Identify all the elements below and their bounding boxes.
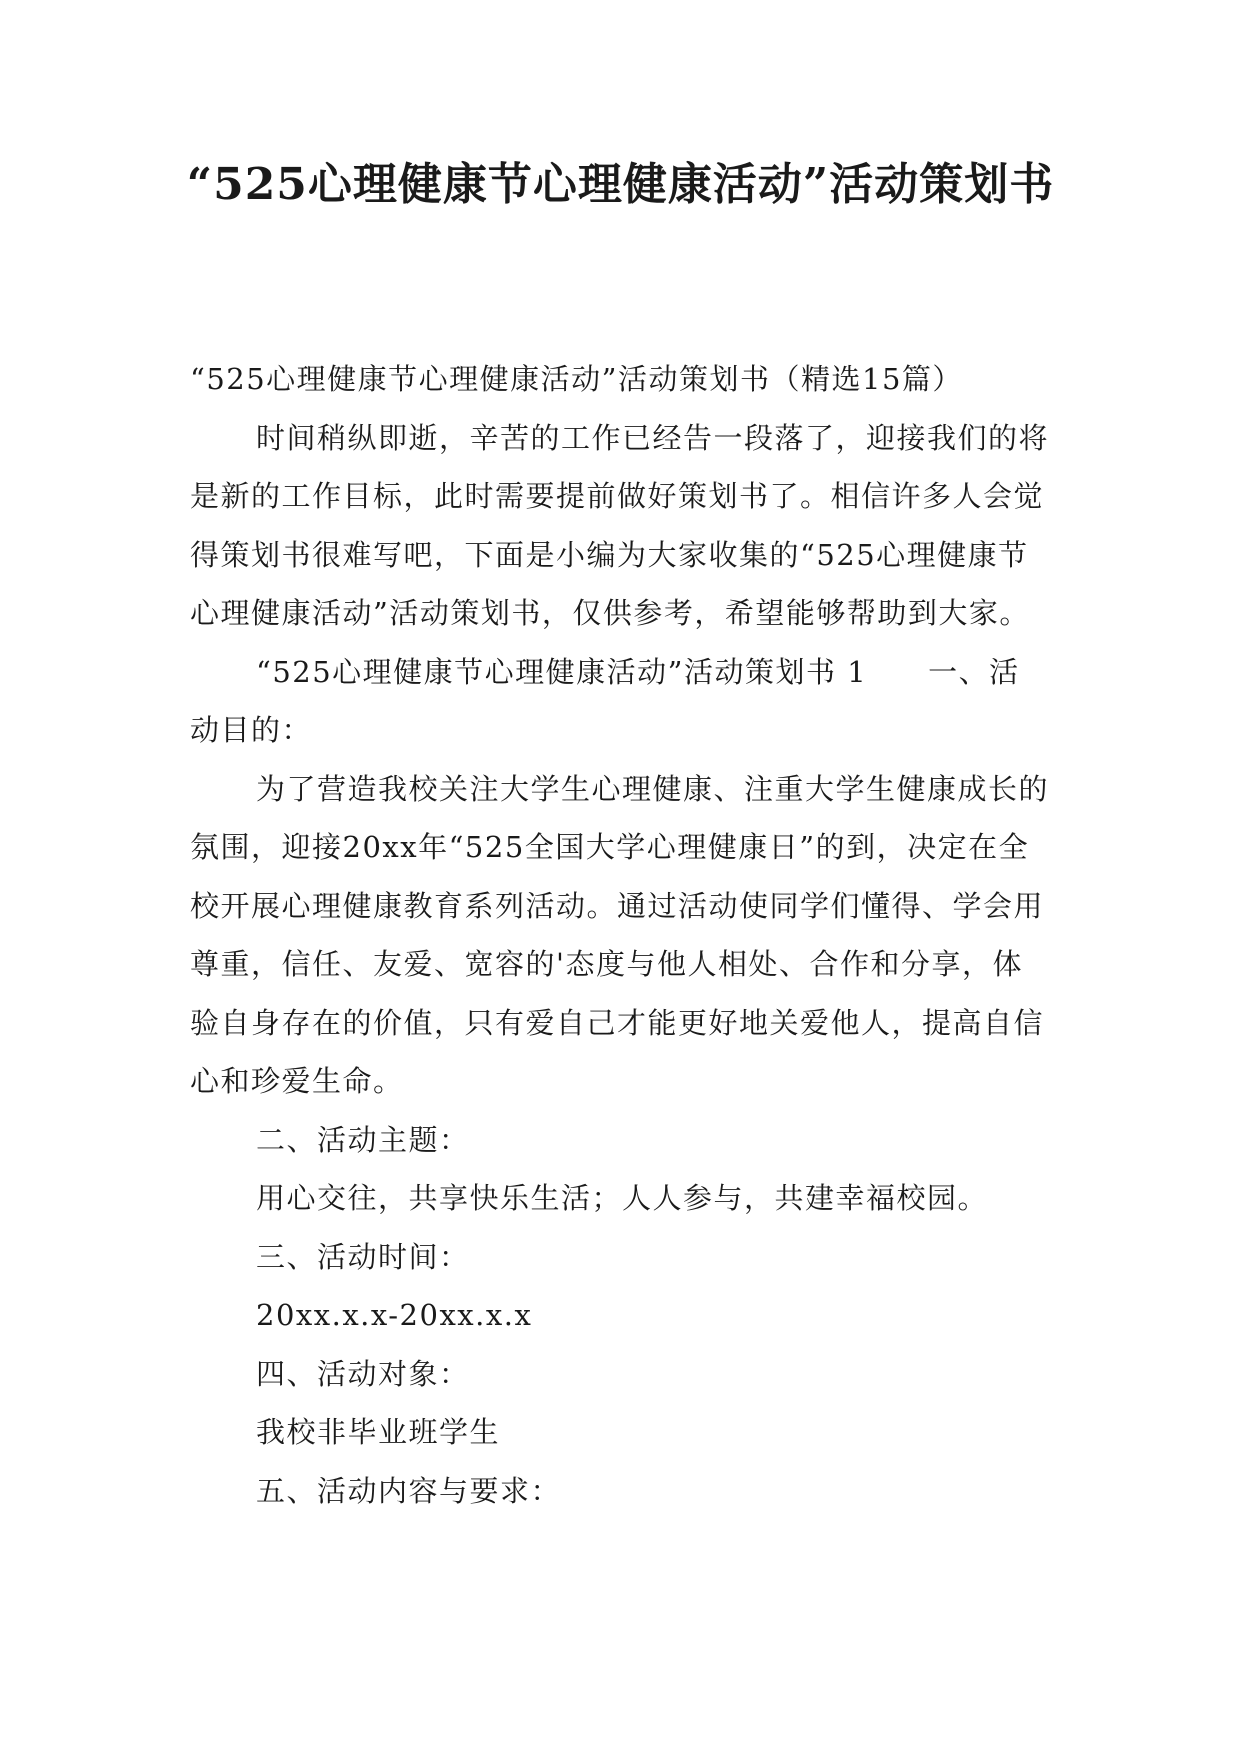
intro-paragraph: 时间稍纵即逝，辛苦的工作已经告一段落了，迎接我们的将是新的工作目标，此时需要提前做好策划书了。相信许多人会觉得策划书很难写吧，下面是小编为大家收集的“525心理健康节心理健康活动”活动策划书，仅供参考，希望能够帮助到大家。	[190, 420, 1050, 630]
purpose-paragraph: 为了营造我校关注大学生心理健康、注重大学生健康成长的氛围，迎接20xx年“525全国大学心理健康日”的到，决定在全校开展心理健康教育系列活动。通过活动使同学们懂得、学会用尊重，信任、友爱、宽容的'态度与他人相处、合作和分享，体验自身存在的价值，只有爱自己才能更好地关爱他人，提高自信心和珍爱生命。	[190, 771, 1050, 1098]
target-paragraph: 我校非毕业班学生	[256, 1415, 501, 1449]
time-paragraph: 20xx.x.x-20xx.x.x	[256, 1298, 533, 1332]
theme-heading: 二、活动主题：	[256, 1122, 470, 1157]
target-heading: 四、活动对象：	[256, 1356, 470, 1391]
theme-paragraph: 用心交往，共享快乐生活；人人参与，共建幸福校园。	[256, 1181, 989, 1215]
subtitle-paragraph: “525心理健康节心理健康活动”活动策划书（精选15篇）	[190, 362, 963, 396]
content-heading: 五、活动内容与要求：	[256, 1473, 562, 1508]
section-heading-paragraph: “525心理健康节心理健康活动”活动策划书 1 一、活动目的：	[190, 654, 1020, 747]
document-body	[190, 350, 1050, 1520]
time-heading: 三、活动时间：	[256, 1239, 470, 1274]
document-title: “525心理健康节心理健康活动”活动策划书	[186, 159, 1055, 210]
